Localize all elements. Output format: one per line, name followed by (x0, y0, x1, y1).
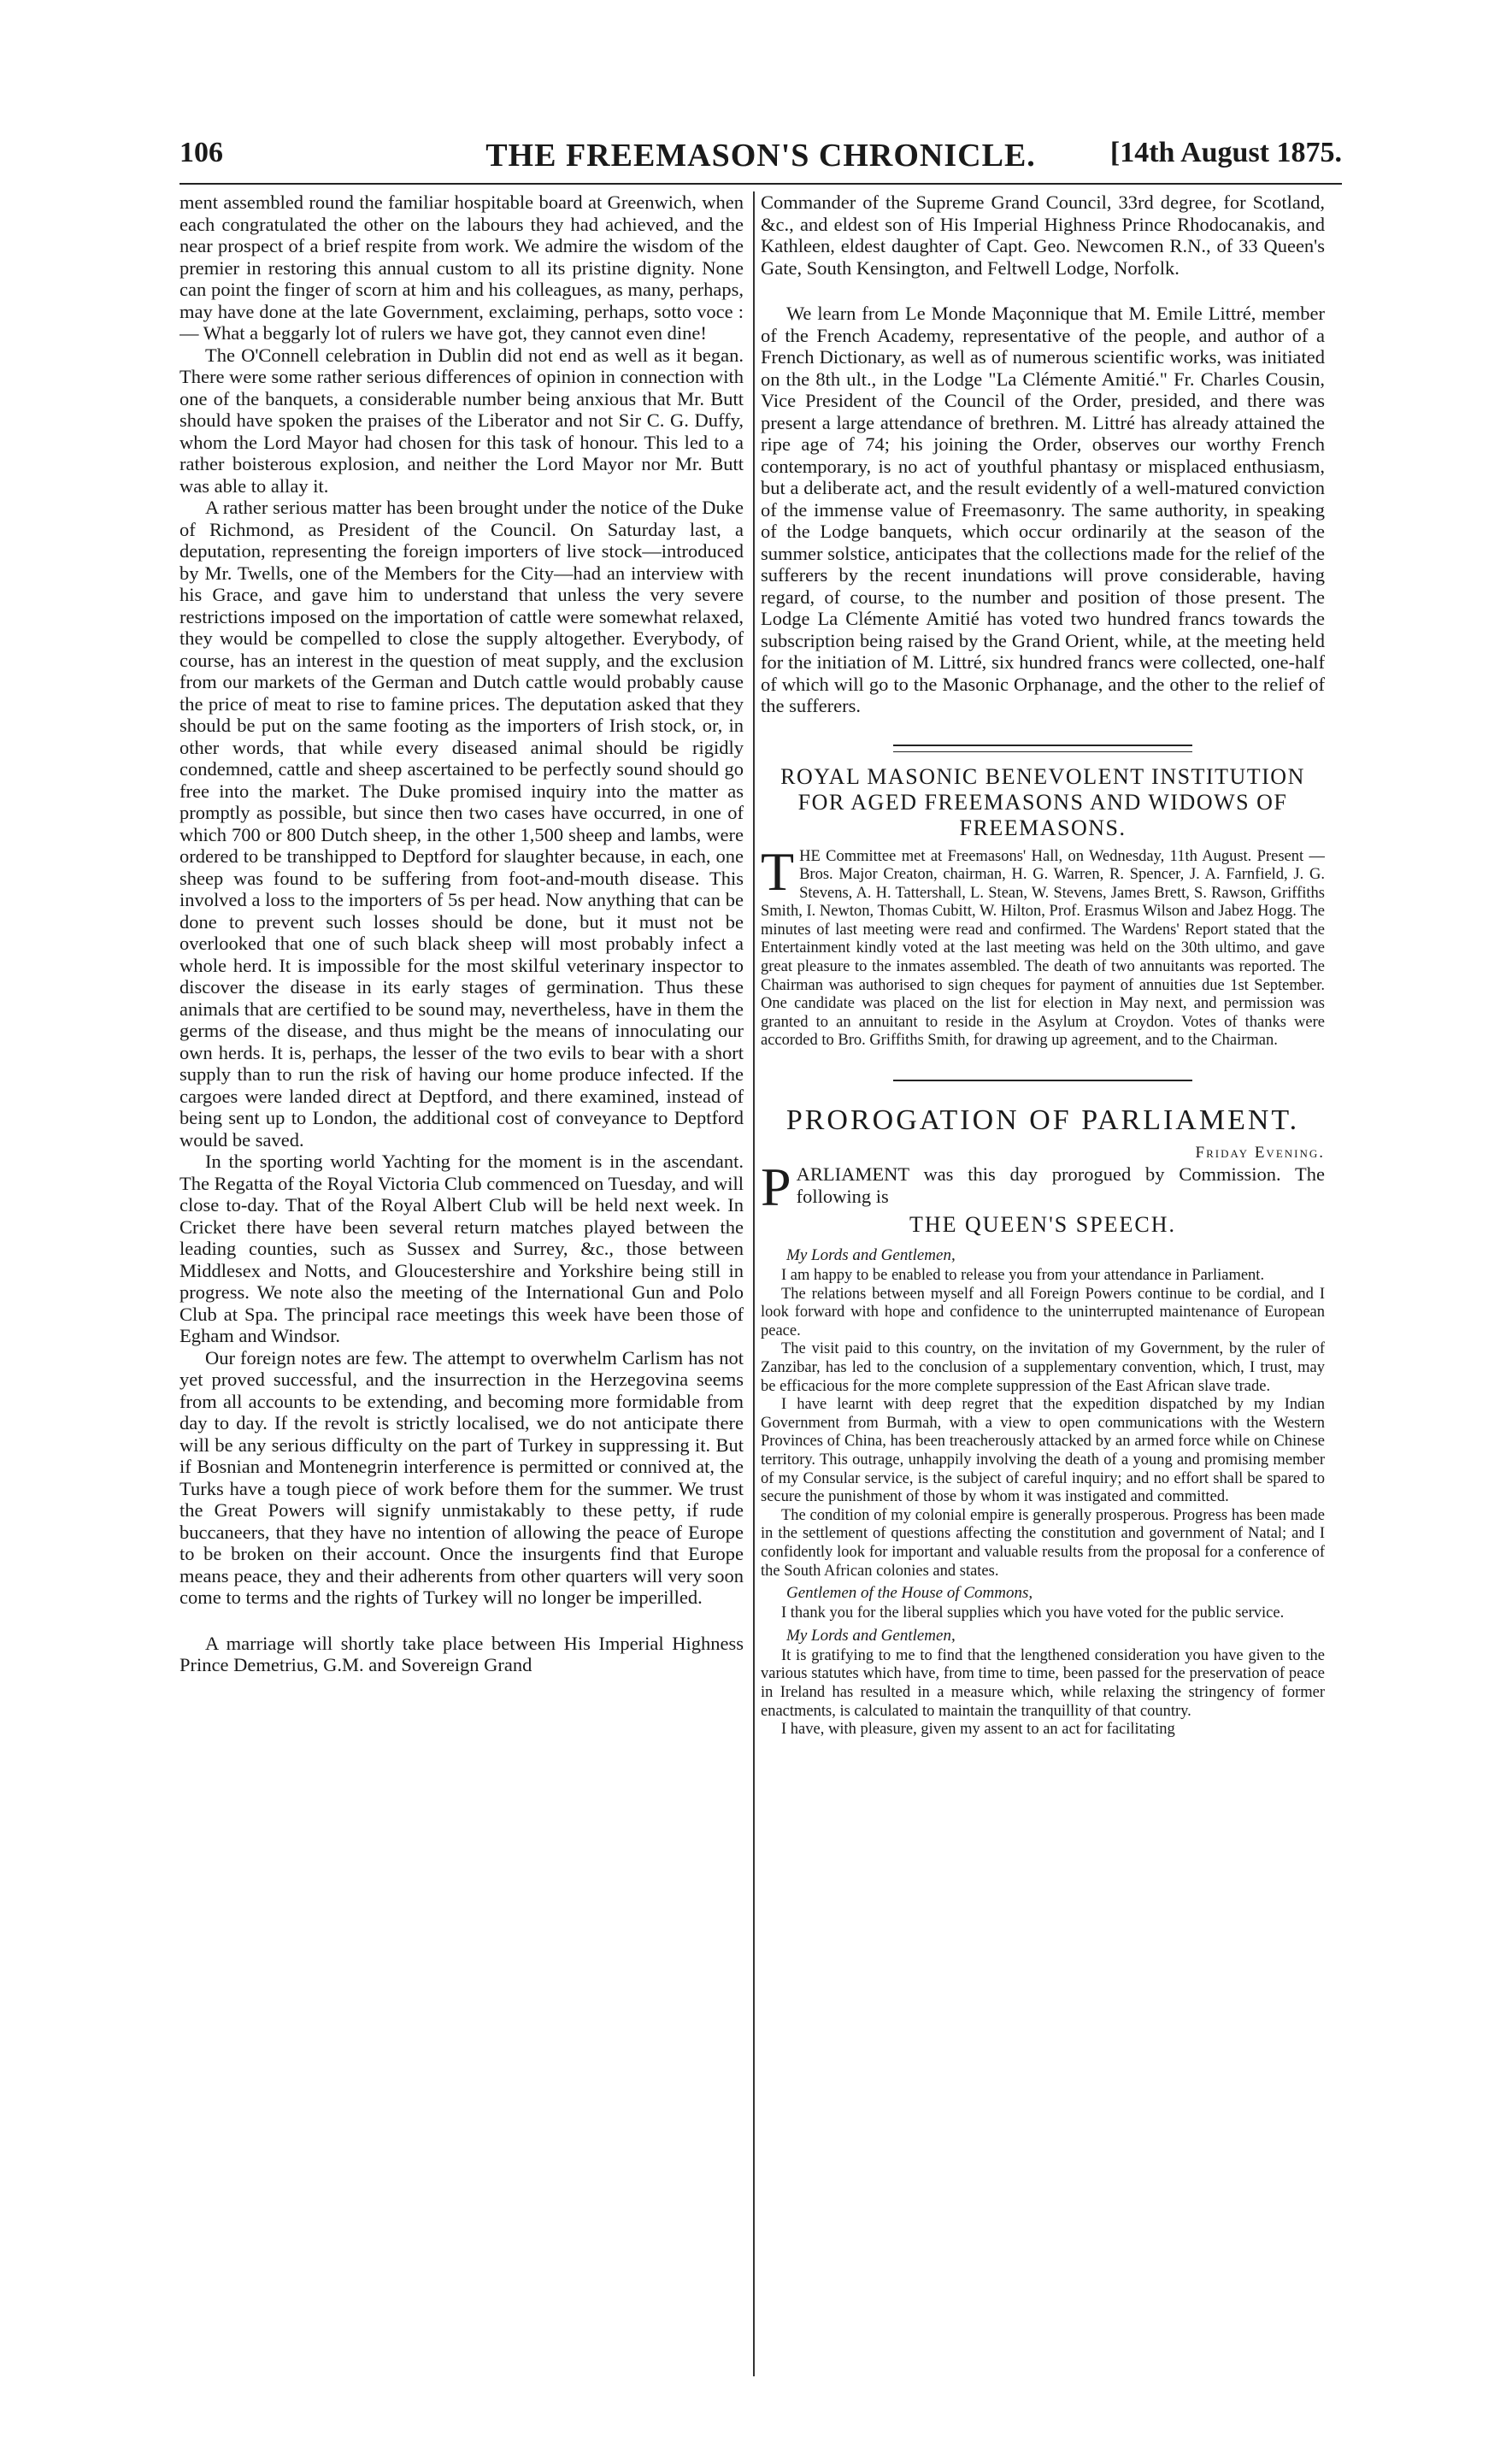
section-heading-prorogation: PROROGATION OF PARLIAMENT. (785, 1104, 1300, 1137)
header-rule (179, 183, 1342, 185)
article-paragraph: A marriage will shortly take place between His Imperial Highness Prince Demetrius, G.M. and Sovereign Grand (179, 1632, 744, 1675)
speech-paragraph: The relations between myself and all Foreign Powers continue to be cordial, and I look forward with hope and confidence to the uninterrupted maintenance of European peace. (761, 1285, 1325, 1339)
page-header (179, 137, 1342, 180)
speech-paragraph: I have, with pleasure, given my assent to an act for facilitating (781, 1721, 1175, 1739)
article-paragraph: We learn from Le Monde Maçonnique that M. Emile Littré, member of the French Academy, representative of the people, and author of a French Dictionary, as well as of numerous scientific works, was initiated on the 8th ult., in the Lodge "La Clémente Amitié." Fr. Charles Cousin, Vice President of the Council of the Order, presided, and there was present a large attendance of brethren. M. Littré has already attained the ripe age of 74; his joining the Order, observes our worthy French contemporary, is no act of youthful phantasy or misplaced enthusiasm, but a deliberate act, and the result evidently of a well-matured conviction of the immense value of Freemasonry. The same authority, in speaking of the Lodge banquets, which occur ordinarily at the season of the summer solstice, anticipates that the collections made for the relief of the sufferers by the recent inundations will prove considerable, having regard, of course, to the number and position of those present. The Lodge La Clémente Amitié has voted two hundred francs towards the subscription being raised by the Grand Orient, while, at the meeting held for the initiation of M. Littré, six hundred francs were collected, one-half of which will go to the Masonic Orphanage, and the other to the relief of the sufferers. (761, 303, 1325, 716)
issue-date: [14th August 1875. (1109, 137, 1342, 168)
speech-paragraph: It is gratifying to me to find that the lengthened consideration you have given to the various statutes which have, from time to time, been passed for the preservation of peace in Ireland has resulted in a measure which, while relaxing the stringency of former enactments, is calculated to maintain the tranquillity of that country. (761, 1646, 1325, 1720)
article-paragraph: A rather serious matter has been brought under the notice of the Duke of Richmond, as President of the Council. On Saturday last, a deputation, representing the foreign importers of live stock—introduced by Mr. Twells, one of the Members for the City—had an interview with his Grace, and gave him to understand that unless the very severe restrictions imposed on the importation of cattle were somewhat relaxed, they would be compelled to close the supply altogether. Everybody, of course, has an interest in the question of meat supply, and the exclusion from our markets of the German and Dutch cattle would probably cause the price of meat to rise to famine prices. The deputation asked that they should be put on the same footing as the importers of Irish stock, or, in other words, that while every diseased animal should be rigidly condemned, cattle and sheep ascertained to be perfectly sound should go free into the market. The Duke promised inquiry into the matter as promptly as possible, but since then two cases have occurred, in one of which 700 or 800 Dutch sheep, in the other 1,500 sheep and lambs, were ordered to be transhipped to Deptford for slaughter because, in each, one sheep was found to be suffering from foot-and-mouth disease. This involved a loss to the importers of 5s per head. Now anything that can be done to prevent such losses should be done, but it must not be overlooked that one of such black sheep will most probably infect a whole herd. It is impossible for the most skilful veterinary inspector to discover the disease in its early stages of germination. Thus these animals that are certified to be sound may, nevertheless, have in them the germs of the disease, and thus might be the means of innoculating our own herds. It is, perhaps, the lesser of the two evils to bear with a short supply than to run the risk of having our home produce infected. If the cargoes were landed direct at Deptford, and there examined, instead of being sent up to London, the additional cost of conveyance to Deptford would be saved. (179, 497, 744, 1151)
rmbi-report-text: HE Committee met at Freemasons' Hall, on Wednesday, 11th August. Present — Bros. Major Creaton, chairman, H. G. Warren, R. Spencer, J. A. Farnfield, J. G. Stevens, A. H. Tattershall, L. Stean, W. Stevens, James Brett, S. Rawson, Griffiths Smith, I. Newton, Thomas Cubitt, W. Hilton, Prof. Erasmus Wilson and Jabez Hogg. The minutes of last meeting were read and confirmed. The Wardens' Report stated that the Entertainment kindly voted at the last meeting was held on the 30th ultimo, and gave great pleasure to the inmates assembled. The death of two annuitants was reported. The Chairman was authorised to sign cheques for payment of annuities due 1st September. One candidate was placed on the list for election in May next, and permission was granted to an annuitant to reside in the Asylum at Croydon. Votes of thanks were accorded to Bro. Griffiths Smith, for drawing up agreement, and to the Chairman. (761, 847, 1325, 1050)
dateline: Friday Evening. (1195, 1144, 1325, 1163)
speech-address: My Lords and Gentlemen, (786, 1246, 956, 1265)
article-paragraph: In the sporting world Yachting for the moment is in the ascendant. The Regatta of the Royal Victoria Club commenced on Tuesday, and will close to-day. That of the Royal Albert Club will be held next week. In Cricket there have been several return matches played between the leading counties, such as Sussex and Surrey, &c., those between Middlesex and Notts, and Gloucestershire and Yorkshire being still in progress. We note also the meeting of the International Gun and Polo Club at Spa. The principal race meetings this week have been those of Egham and Windsor. (179, 1151, 744, 1346)
prorogation-lead (761, 1157, 1325, 1218)
speech-address: Gentlemen of the House of Commons, (786, 1584, 1033, 1603)
speech-paragraph: The condition of my colonial empire is generally prosperous. Progress has been made in the settlement of questions affecting the constitution and government of Natal; and I confidently look for important and valuable results from the proposal for a conference of the South African colonies and states. (761, 1506, 1325, 1580)
article-paragraph: Our foreign notes are few. The attempt to overwhelm Carlism has not yet proved successful, and the insurrection in the Herzegovina seems from all accounts to be extending, and becoming more formidable from day to day. If the revolt is strictly localised, we do not anticipate there will be any serious difficulty on the part of Turkey in suppressing it. But if Bosnian and Montenegrin interference is permitted or connived at, the Turks have a tough piece of work before them for the summer. We trust the Great Powers will signify unmistakably to these petty, if rude buccaneers, that they have no intention of allowing the peace of Europe to be broken on their account. Once the insurgents find that Europe means peace, they and their adherents from other quarters will very soon come to terms and the rights of Turkey will no longer be imperilled. (179, 1346, 744, 1608)
drop-cap: P (761, 1157, 791, 1218)
article-paragraph: ment assembled round the familiar hospitable board at Greenwich, when each congratulated the other on the labours they had achieved, and the near prospect of a brief respite from work. We admire the wisdom of the premier in restoring this annual custom to all its pristine dignity. None can point the finger of scorn at him and his colleagues, as many, perhaps, may have done at the late Government, exclaiming, perhaps, sotto voce : — What a beggarly lot of rulers we have got, they cannot even dine! (179, 191, 744, 344)
section-rule (893, 745, 1192, 752)
drop-cap: T (761, 840, 795, 902)
paragraph-gap (761, 279, 1325, 303)
right-column (761, 191, 1325, 2380)
speech-paragraph: I am happy to be enabled to release you from your attendance in Parliament. (781, 1267, 1265, 1285)
speech-paragraph: The visit paid to this country, on the invitation of my Government, by the ruler of Zanzibar, has led to the conclusion of a supplementary convention, which, I trust, may be efficacious for the more complete suppression of the East African slave trade. (761, 1340, 1325, 1395)
section-rule (893, 1080, 1192, 1081)
section-heading-rmbi: ROYAL MASONIC BENEVOLENT INSTITUTION FOR AGED FREEMASONS AND WIDOWS OF FREEMASONS. (780, 763, 1305, 840)
speech-address: My Lords and Gentlemen, (786, 1626, 956, 1645)
speech-paragraph: I thank you for the liberal supplies which you have voted for the public service. (781, 1604, 1285, 1622)
article-paragraph: Commander of the Supreme Grand Council, 33rd degree, for Scotland, &c., and eldest son of His Imperial Highness Prince Rhodocanakis, and Kathleen, eldest daughter of Capt. Geo. Newcomen R.N., of 33 Queen's Gate, South Kensington, and Feltwell Lodge, Norfolk. (761, 191, 1325, 279)
speech-heading: THE QUEEN'S SPEECH. (909, 1212, 1177, 1238)
article-paragraph: The O'Connell celebration in Dublin did not end as well as it began. There were some rather serious differences of opinion in connection with one of the banquets, a considerable number being anxious that Mr. Butt should have spoken the praises of the Liberator and not Sir C. G. Duffy, whom the Lord Mayor had chosen for this task of honour. This led to a rather boisterous explosion, and neither the Lord Mayor nor Mr. Butt was able to allay it. (179, 344, 744, 497)
prorogation-lead-text: ARLIAMENT was this day prorogued by Commission. The following is (796, 1163, 1325, 1207)
page-number: 106 (179, 137, 223, 168)
newspaper-title: THE FREEMASON'S CHRONICLE. (485, 138, 1036, 174)
paragraph-gap (179, 1609, 744, 1633)
rmbi-report (761, 840, 1325, 1051)
left-column (179, 191, 744, 2380)
speech-paragraph: I have learnt with deep regret that the expedition dispatched by my Indian Government from Burmah, with a view to open communications with the Western Provinces of China, has been treacherously attacked by an armed force while on Chinese territory. This outrage, unhappily involving the death of a young and promising member of my Consular service, is the subject of careful inquiry; and no effort shall be spared to secure the punishment of those by whom it was instigated and committed. (761, 1396, 1325, 1506)
column-divider (753, 191, 755, 2376)
